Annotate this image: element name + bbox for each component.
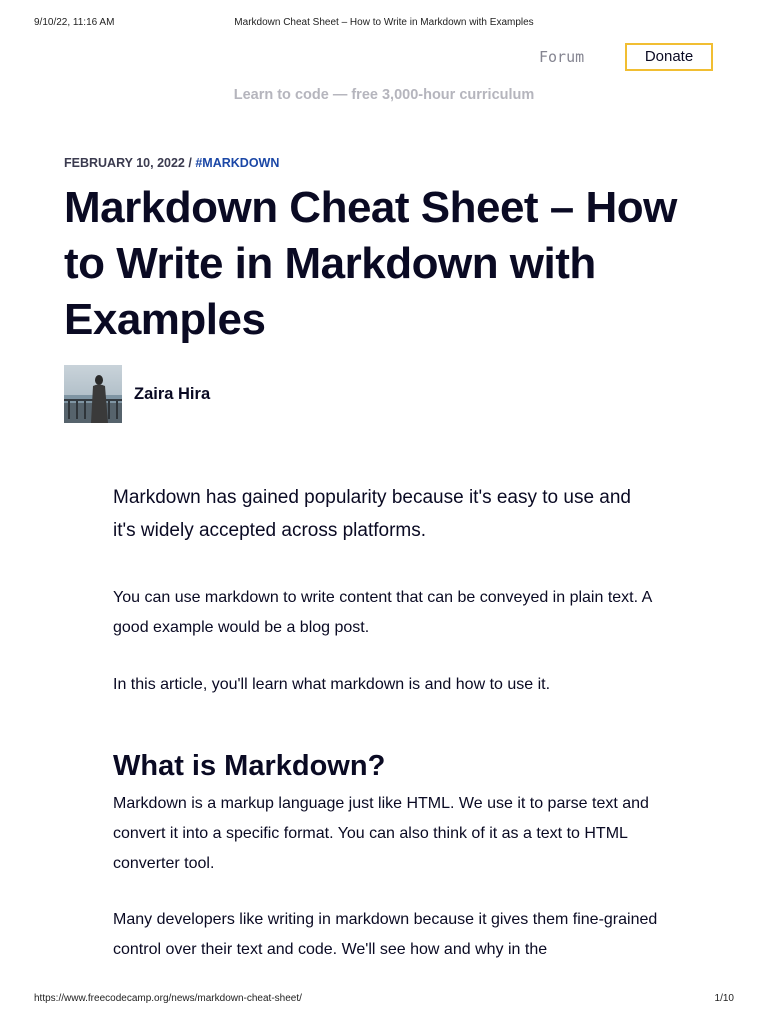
meta-separator: /: [188, 156, 192, 170]
article-title: Markdown Cheat Sheet – How to Write in Markdown with Examples: [64, 183, 677, 344]
paragraph: Many developers like writing in markdown because it gives them fine-grained control over their text and code. We'll see how and why in the: [113, 911, 658, 958]
article-meta: [64, 156, 279, 170]
section-heading: What is Markdown?: [113, 750, 386, 782]
author-avatar[interactable]: [64, 365, 122, 423]
print-page-number: 1/10: [714, 993, 734, 1004]
article-date: FEBRUARY 10, 2022: [64, 156, 185, 170]
article-lead: Markdown has gained popularity because it's easy to use and it's widely accepted across platforms.: [113, 487, 632, 541]
article-tag-link[interactable]: #MARKDOWN: [195, 156, 280, 170]
author-name[interactable]: Zaira Hira: [134, 385, 211, 403]
tagline[interactable]: Learn to code — free 3,000-hour curriculum: [233, 87, 535, 103]
paragraph: In this article, you'll learn what markdown is and how to use it.: [113, 676, 551, 693]
print-datetime: 9/10/22, 11:16 AM: [34, 17, 115, 28]
donate-button[interactable]: Donate: [625, 43, 713, 71]
forum-link[interactable]: Forum: [539, 48, 585, 66]
print-url: https://www.freecodecamp.org/news/markdown-cheat-sheet/: [34, 993, 302, 1004]
paragraph: You can use markdown to write content that can be conveyed in plain text. A good example would be a blog post.: [113, 589, 652, 636]
print-header: [0, 17, 768, 31]
print-page-title: Markdown Cheat Sheet – How to Write in Markdown with Examples: [234, 17, 534, 28]
paragraph: Markdown is a markup language just like HTML. We use it to parse text and convert it into a specific format. You can also think of it as a text to HTML converter tool.: [113, 795, 649, 872]
